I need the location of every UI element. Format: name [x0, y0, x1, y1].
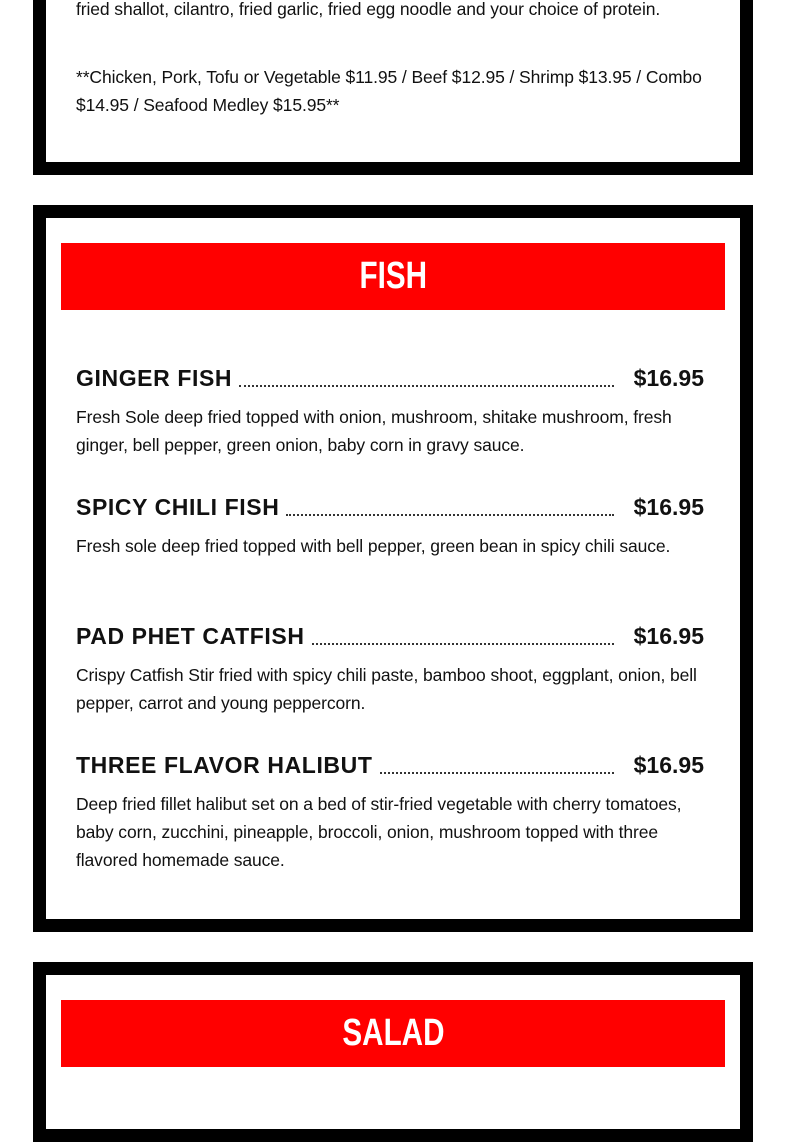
salad-section-title: SALAD [341, 1012, 445, 1054]
menu-item-description: Crispy Catfish Stir fried with spicy chili paste, bamboo shoot, eggplant, onion, bell pepper, carrot and young peppercorn. [76, 665, 697, 713]
menu-item-price: $16.95 [633, 622, 704, 649]
salad-section [33, 962, 753, 1142]
menu-item-header [76, 491, 704, 523]
menu-item-name: GINGER FISH [76, 364, 233, 391]
menu-item-price: $16.95 [633, 751, 704, 778]
menu-item-name: THREE FLAVOR HALIBUT [76, 751, 373, 778]
previous-menu-section [33, 0, 753, 175]
menu-item-header [76, 749, 704, 781]
fish-section [33, 205, 753, 932]
fish-section-title: FISH [359, 255, 427, 297]
menu-item-price: $16.95 [633, 364, 704, 391]
dotted-leader [312, 643, 614, 645]
previous-item-description: fried shallot, cilantro, fried garlic, fried egg noodle and your choice of protein. [76, 0, 661, 19]
dotted-leader [380, 772, 614, 774]
fish-section-banner [61, 243, 725, 310]
salad-section-banner [61, 1000, 725, 1067]
menu-item-price: $16.95 [633, 493, 704, 520]
menu-item-header [76, 362, 704, 394]
previous-item-price-note: **Chicken, Pork, Tofu or Vegetable $11.95 / Beef $12.95 / Shrimp $13.95 / Combo $14.95 / Seafood Medley $15.95** [76, 67, 702, 115]
menu-item-description: Fresh sole deep fried topped with bell pepper, green bean in spicy chili sauce. [76, 536, 671, 556]
dotted-leader [239, 385, 614, 387]
menu-item-description: Fresh Sole deep fried topped with onion, mushroom, shitake mushroom, fresh ginger, bell pepper, green onion, baby corn in gravy sauce. [76, 407, 672, 455]
dotted-leader [286, 514, 613, 516]
menu-item-header [76, 620, 704, 652]
menu-item-name: PAD PHET CATFISH [76, 622, 305, 649]
menu-item-name: SPICY CHILI FISH [76, 493, 280, 520]
menu-item-description: Deep fried fillet halibut set on a bed of stir-fried vegetable with cherry tomatoes, baby corn, zucchini, pineapple, broccoli, onion, mushroom topped with three flavored homemade sauce. [76, 794, 682, 870]
